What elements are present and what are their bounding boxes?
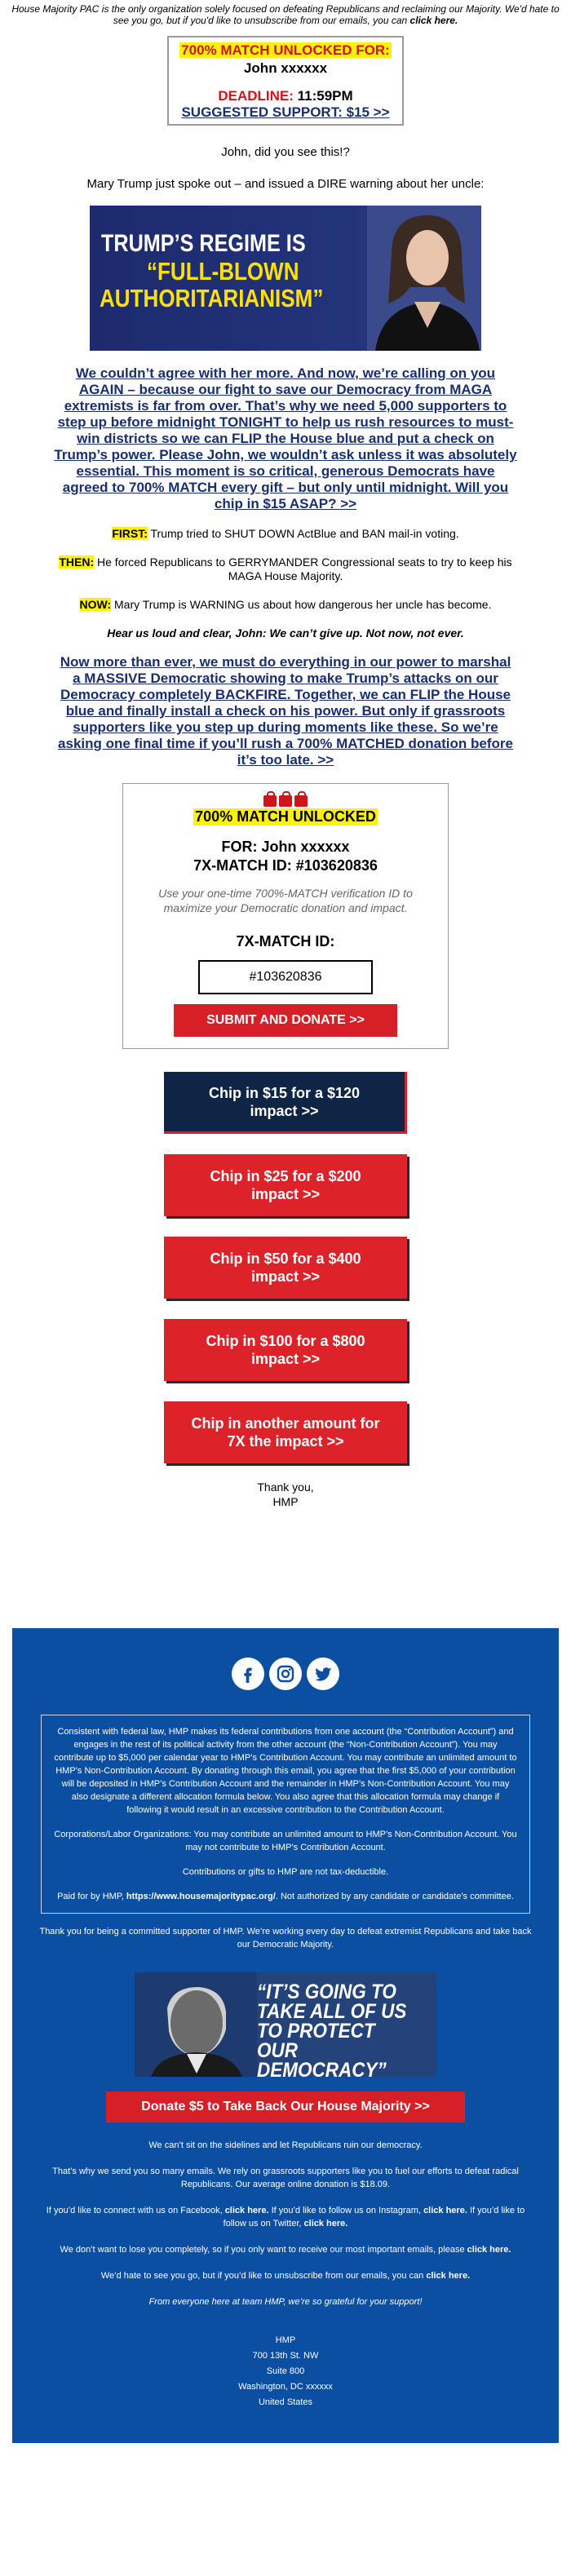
lock-icon [279, 795, 292, 807]
footer-social-text [12, 2204, 559, 2230]
social-links [12, 1658, 559, 1690]
twitter-text: If you’d like to follow us on Twitter, [223, 2206, 525, 2229]
lock-icon [294, 795, 308, 807]
address-suite: Suite 800 [266, 2366, 305, 2376]
quote-line-1: “IT’S GOING TO [257, 1981, 396, 2003]
match-unlocked-headline: 700% MATCH UNLOCKED FOR: [181, 42, 390, 58]
unsubscribe-text: We’d hate to see you go, but if you’d like to unsubscribe from our emails, you can [100, 2271, 424, 2281]
now-label: NOW: [79, 598, 112, 611]
address-street: 700 13th St. NW [252, 2351, 319, 2361]
deadline [172, 88, 399, 104]
address-org: HMP [275, 2335, 296, 2345]
then-text: He forced Republicans to GERRYMANDER Congressional seats to try to keep his MAGA House Majority. [94, 555, 512, 582]
lock-icon [263, 795, 277, 807]
chip-in-25-button[interactable] [164, 1154, 407, 1216]
mailing-address [12, 2333, 559, 2410]
footer-unsubscribe-link[interactable]: click here. [426, 2271, 471, 2281]
hero-line-1: TRUMP’S REGIME IS [101, 230, 306, 257]
twitter-icon[interactable] [307, 1658, 339, 1690]
footer-grateful: From everyone here at team HMP, we’re so grateful for your support! [148, 2297, 423, 2307]
chip-label: Chip in $25 for a $200 [210, 1168, 361, 1184]
legal-corporations-text: Corporations/Labor Organizations: You may contribute an unlimited amount to HMP’s Non-Contribution Account. You may not contribute to HMP’s Contribution Account. [54, 1830, 517, 1852]
footer-p1: We can’t sit on the sidelines and let Republicans ruin our democracy. [148, 2140, 423, 2150]
chip-label: Chip in $15 for a $120 [208, 1084, 361, 1101]
match-instructions: Use your one-time 700%-MATCH verification ID to maximize your Democratic donation and impact. [158, 887, 413, 914]
facebook-icon[interactable] [232, 1658, 264, 1690]
callout-link-1[interactable]: We couldn’t agree with her more. And now, we’re calling on you AGAIN – because our fight to save our Democracy from MAGA extremists is far from over. That’s why we need 5,000 supporters to step up before midnight TONIGHT to help us rush resources to must-win districts so we can FLIP the House blue and put a check on Trump’s power. Please John, we wouldn’t ask unless it was absolutely essential. This moment is so critical, generous Democrats have agreed to 700% MATCH every gift – but only until midnight. Will you chip in $15 ASAP? >> [54, 365, 517, 511]
twitter-link[interactable]: click here. [303, 2219, 348, 2229]
not-authorized-text: . Not authorized by any candidate or candidate’s committee. [275, 1892, 514, 1901]
chip-in-15-button[interactable] [164, 1072, 407, 1134]
match-id-field[interactable]: #103620836 [198, 960, 373, 994]
first-text: Trump tried to SHUT DOWN ActBlue and BAN mail-in voting. [147, 527, 459, 540]
chip-in-other-button[interactable] [164, 1401, 407, 1463]
paid-for-by [53, 1890, 518, 1903]
footer-quote-image[interactable] [135, 1972, 436, 2077]
suggested-support-link[interactable]: SUGGESTED SUPPORT: $15 >> [181, 104, 390, 120]
chip-label: Chip in $100 for a $800 [206, 1333, 365, 1349]
hear-us-line: Hear us loud and clear, John: We can’t give up. Not now, not ever. [107, 626, 464, 640]
hmp-website-link[interactable]: https://www.housemajoritypac.org/ [126, 1892, 276, 1901]
match-id-label: 7X-MATCH ID: [236, 933, 335, 949]
chip-label: Chip in $50 for a $400 [210, 1250, 361, 1267]
then-point [0, 555, 571, 583]
important-emails-text: We don’t want to lose you completely, so if you only want to receive our most important emails, please [60, 2245, 465, 2255]
callout-link-2[interactable]: Now more than ever, we must do everything in our power to marshal a MASSIVE Democratic showing to make Trump’s attacks on our Democracy completely BACKFIRE. Together, we can FLIP the House blue and finally install a check on his power. But only if grassroots supporters like you step up during moments like these. So we’re asking one final time if you’ll rush a 700% MATCHED donation before it’s too late. >> [58, 654, 513, 768]
quote-line-3: TO PROTECT OUR [257, 2020, 375, 2062]
instagram-text: If you’d like to follow us on Instagram, [268, 2206, 421, 2215]
match-for: FOR: John xxxxxx [221, 839, 350, 855]
submit-donate-button[interactable]: SUBMIT AND DONATE >> [174, 1004, 397, 1037]
speaker-portrait-image [135, 1972, 257, 2077]
legal-tax-text: Contributions or gifts to HMP are not tax-deductible. [182, 1867, 389, 1877]
legal-contribution-text: Consistent with federal law, HMP makes its federal contributions from one account (the “Contribution Account”) and engages in the rest of its political activity from the other account (the “Non-Contribution Account”). You may contribute up to $5,000 per calendar year to HMP’s Contribution Account. You may contribute an unlimited amount to HMP’s Non-Contribution Account. By donating through this email, you agree that the first $5,000 of your contribution will be deposited in HMP’s Contribution Account and the remainder in HMP’s Non-Contribution Account. You may also designate a different allocation formula below. You also agree that this allocation formula may change if following it would result in an excessive contribution to the Contribution Account. [54, 1727, 517, 1815]
signoff-name: HMP [272, 1495, 299, 1508]
footer-quote [257, 1982, 418, 2077]
paid-for-text: Paid for by HMP, [57, 1892, 124, 1901]
quote-line-2: TAKE ALL OF US [257, 2000, 407, 2023]
first-label: FIRST: [112, 527, 148, 540]
unsubscribe-link[interactable]: click here. [409, 15, 458, 26]
footer-important-emails [12, 2243, 559, 2256]
preheader-text: House Majority PAC is the only organization solely focused on defeating Republicans and reclaiming our Majority. We'd hate to see you go, but if you'd like to unsubscribe from our emails, you can [11, 3, 560, 26]
footer-p2: That’s why we send you so many emails. We rely on grassroots supporters like you to fuel our efforts to defeat radical Republicans. Our average online donation is $18.09. [52, 2167, 519, 2189]
chip-label: impact >> [250, 1268, 321, 1285]
intro-statement: Mary Trump just spoke out – and issued a DIRE warning about her uncle: [86, 177, 485, 191]
match-id-heading: 7X-MATCH ID: #103620836 [193, 857, 378, 874]
preheader [0, 0, 571, 26]
hero-banner-image[interactable] [90, 206, 481, 351]
important-emails-link[interactable]: click here. [467, 2245, 511, 2255]
footer-unsubscribe [12, 2269, 559, 2282]
chip-label: impact >> [250, 1102, 319, 1119]
chip-in-50-button[interactable] [164, 1237, 407, 1299]
chip-label: impact >> [250, 1186, 321, 1202]
recipient-name: John xxxxxx [243, 60, 328, 76]
lock-icons [139, 795, 432, 807]
first-point [0, 527, 571, 541]
now-text: Mary Trump is WARNING us about how dangerous her uncle has become. [111, 598, 492, 611]
match-header-box [167, 36, 404, 126]
intro-question: John, did you see this!? [221, 145, 350, 159]
chip-in-100-button[interactable] [164, 1319, 407, 1381]
legal-disclaimer-box [41, 1715, 530, 1914]
footer [12, 1628, 559, 2443]
deadline-label: DEADLINE: [218, 88, 294, 104]
facebook-link[interactable]: click here. [224, 2206, 269, 2215]
signoff [0, 1480, 571, 1509]
deadline-time: 11:59PM [297, 88, 353, 104]
chip-label: impact >> [250, 1351, 321, 1367]
footer-thanks: Thank you for being a committed supporter of HMP. We’re working every day to defeat extremist Republicans and take back our Democratic Majority. [39, 1927, 532, 1950]
hero-line-3: AUTHORITARIANISM” [100, 284, 324, 312]
instagram-link[interactable]: click here. [423, 2206, 467, 2215]
chip-label: 7X the impact >> [227, 1433, 344, 1450]
match-headline: 700% MATCH UNLOCKED [195, 808, 376, 825]
address-city: Washington, DC xxxxxx [238, 2382, 333, 2392]
chip-label: Chip in another amount for [191, 1415, 380, 1432]
instagram-icon[interactable] [269, 1658, 302, 1690]
now-point [0, 598, 571, 612]
match-verification-box [122, 783, 449, 1049]
hero-line-2: “FULL-BLOWN [147, 257, 299, 285]
portrait-image [367, 206, 481, 351]
then-label: THEN: [59, 555, 95, 569]
facebook-text: If you’d like to connect with us on Facebook, [46, 2206, 223, 2215]
signoff-thanks: Thank you, [257, 1481, 314, 1494]
donate-5-button[interactable]: Donate $5 to Take Back Our House Majority >> [106, 2091, 465, 2122]
quote-line-4: DEMOCRACY” [257, 2059, 387, 2077]
address-country: United States [258, 2397, 313, 2407]
